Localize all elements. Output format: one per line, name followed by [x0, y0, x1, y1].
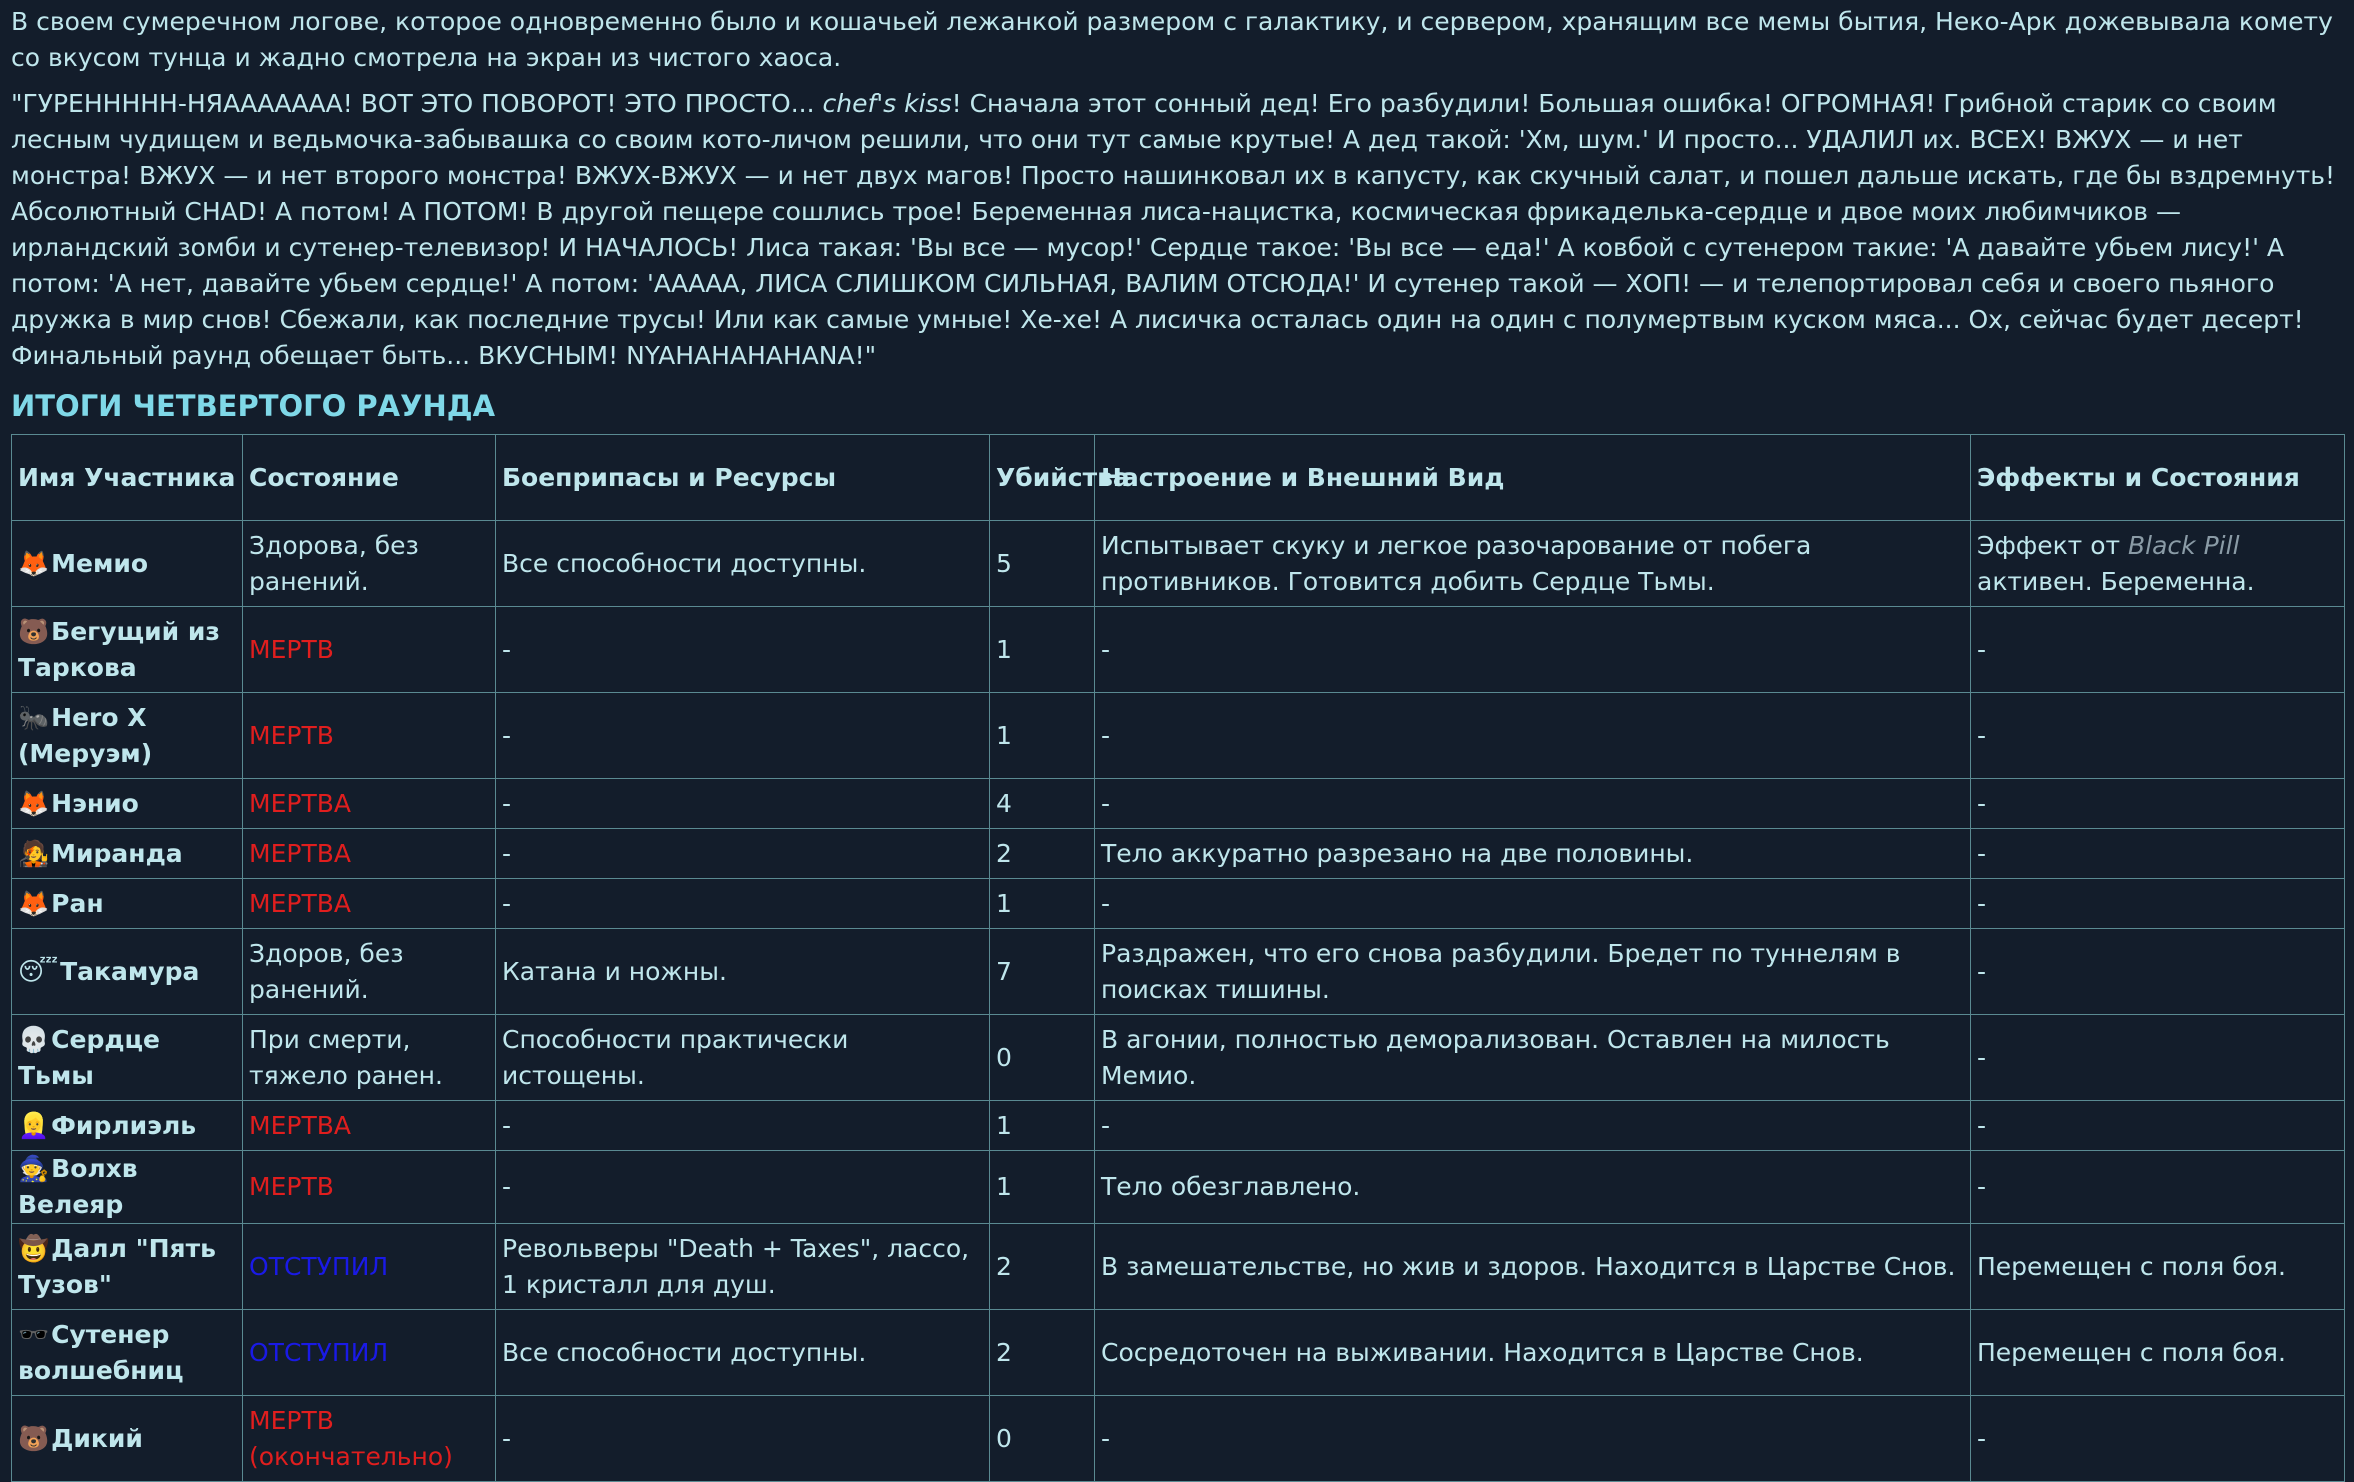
table-row — [12, 693, 2345, 779]
participant-emoji-icon: 🦊 — [18, 548, 50, 578]
participant-name: Фирлиэль — [51, 1110, 197, 1140]
effects-emphasis: Black Pill — [2128, 530, 2240, 560]
table-row — [12, 1396, 2345, 1482]
participant-name-cell — [12, 1396, 243, 1482]
kills-cell: 1 — [990, 1101, 1095, 1151]
state-cell: МЕРТВ — [243, 607, 496, 693]
ammo-cell: Все способности доступны. — [496, 521, 990, 607]
table-row — [12, 1310, 2345, 1396]
participant-name: Мемио — [51, 548, 149, 578]
results-table — [11, 434, 2345, 1482]
mood-cell: - — [1095, 1101, 1971, 1151]
mood-cell: - — [1095, 693, 1971, 779]
effects-cell: - — [1971, 1396, 2345, 1482]
table-row — [12, 929, 2345, 1015]
effects-cell: - — [1971, 779, 2345, 829]
participant-emoji-icon: 🦊 — [18, 788, 50, 818]
state-cell: МЕРТВ — [243, 693, 496, 779]
kills-cell: 4 — [990, 779, 1095, 829]
participant-name: Волхв Велеяр — [18, 1154, 138, 1219]
kills-cell: 2 — [990, 1310, 1095, 1396]
effects-cell — [1971, 521, 2345, 607]
header-state: Состояние — [243, 435, 496, 521]
state-cell: МЕРТВА — [243, 829, 496, 879]
effects-text-before: Эффект от — [1977, 530, 2129, 560]
table-row — [12, 779, 2345, 829]
participant-name: Сердце Тьмы — [18, 1024, 161, 1090]
table-row — [12, 1101, 2345, 1151]
participant-name-cell — [12, 1224, 243, 1310]
quote-emphasis: chef's kiss — [822, 89, 952, 118]
ammo-cell: - — [496, 607, 990, 693]
state-cell: МЕРТВА — [243, 879, 496, 929]
state-cell: ОТСТУПИЛ — [243, 1224, 496, 1310]
participant-name: Бегущий из Таркова — [18, 616, 220, 682]
table-row — [12, 521, 2345, 607]
table-header-row — [12, 435, 2345, 521]
effects-cell: - — [1971, 1151, 2345, 1224]
mood-cell: - — [1095, 779, 1971, 829]
mood-cell: - — [1095, 1396, 1971, 1482]
kills-cell: 5 — [990, 521, 1095, 607]
state-cell: МЕРТВА — [243, 779, 496, 829]
intro-paragraph: В своем сумеречном логове, которое одновременно было и кошачьей лежанкой размером с галактику, и сервером, хранящим все мемы бытия, Неко-Арк дожевывала комету со вкусом тунца и жадно смотрела на экран из чистого хаоса. — [11, 7, 2333, 72]
effects-cell: - — [1971, 1101, 2345, 1151]
header-mood: Настроение и Внешний Вид — [1095, 435, 1971, 521]
participant-name: Сутенер волшебниц — [18, 1319, 184, 1385]
ammo-cell: - — [496, 829, 990, 879]
participant-name-cell — [12, 607, 243, 693]
kills-cell: 2 — [990, 1224, 1095, 1310]
participant-emoji-icon: 🤠 — [18, 1233, 50, 1263]
participant-name-cell — [12, 1151, 243, 1224]
participant-emoji-icon: 🐻 — [18, 1423, 50, 1453]
ammo-cell: - — [496, 1151, 990, 1224]
effects-cell: - — [1971, 879, 2345, 929]
participant-name: Такамура — [60, 956, 200, 986]
ammo-cell: - — [496, 879, 990, 929]
header-kills: Убийства — [990, 435, 1095, 521]
mood-cell: Тело аккуратно разрезано на две половины. — [1095, 829, 1971, 879]
participant-name: Ран — [51, 888, 104, 918]
quote-before: "ГУРЕННННН-НЯААААААА! ВОТ ЭТО ПОВОРОТ! ЭТО ПРОСТО... — [11, 89, 823, 118]
mood-cell: Сосредоточен на выживании. Находится в Царстве Снов. — [1095, 1310, 1971, 1396]
participant-name-cell — [12, 1101, 243, 1151]
ammo-cell: - — [496, 693, 990, 779]
participant-emoji-icon: 🧑‍🎤 — [18, 838, 50, 868]
mood-cell: В агонии, полностью деморализован. Оставлен на милость Мемио. — [1095, 1015, 1971, 1101]
kills-cell: 1 — [990, 879, 1095, 929]
state-cell: МЕРТВ — [243, 1151, 496, 1224]
ammo-cell: Револьверы "Death + Taxes", лассо, 1 кристалл для душ. — [496, 1224, 990, 1310]
mood-cell: - — [1095, 607, 1971, 693]
participant-emoji-icon: 🕶️ — [18, 1319, 50, 1349]
participant-name: Дикий — [51, 1423, 143, 1453]
participant-name: Hero X (Меруэм) — [18, 702, 153, 768]
mood-cell: В замешательстве, но жив и здоров. Находится в Царстве Снов. — [1095, 1224, 1971, 1310]
table-row — [12, 879, 2345, 929]
mood-cell: Тело обезглавлено. — [1095, 1151, 1971, 1224]
participant-name: Миранда — [51, 838, 183, 868]
participant-name: Нэнио — [51, 788, 139, 818]
effects-cell: Перемещен с поля боя. — [1971, 1224, 2345, 1310]
state-cell: МЕРТВ (окончательно) — [243, 1396, 496, 1482]
participant-name-cell — [12, 829, 243, 879]
participant-name-cell — [12, 1310, 243, 1396]
kills-cell: 7 — [990, 929, 1095, 1015]
participant-name-cell — [12, 779, 243, 829]
participant-emoji-icon: 🧙 — [18, 1154, 50, 1183]
mood-cell: - — [1095, 879, 1971, 929]
kills-cell: 1 — [990, 1151, 1095, 1224]
participant-name-cell — [12, 693, 243, 779]
results-heading: ИТОГИ ЧЕТВЕРТОГО РАУНДА — [11, 389, 496, 423]
table-row — [12, 1015, 2345, 1101]
mood-cell: Раздражен, что его снова разбудили. Бредет по туннелям в поисках тишины. — [1095, 929, 1971, 1015]
ammo-cell: - — [496, 1101, 990, 1151]
participant-name-cell — [12, 929, 243, 1015]
kills-cell: 1 — [990, 607, 1095, 693]
state-cell: При смерти, тяжело ранен. — [243, 1015, 496, 1101]
effects-cell: - — [1971, 693, 2345, 779]
participant-name-cell — [12, 521, 243, 607]
participant-emoji-icon: 🦊 — [18, 888, 50, 918]
kills-cell: 0 — [990, 1396, 1095, 1482]
effects-cell: - — [1971, 607, 2345, 693]
header-ammo: Боеприпасы и Ресурсы — [496, 435, 990, 521]
participant-emoji-icon: 😴 — [18, 956, 59, 986]
state-cell: Здорова, без ранений. — [243, 521, 496, 607]
table-row — [12, 607, 2345, 693]
participant-name: Далл "Пять Тузов" — [18, 1233, 216, 1299]
effects-cell: - — [1971, 929, 2345, 1015]
effects-cell: - — [1971, 829, 2345, 879]
quote-after: ! Сначала этот сонный дед! Его разбудили! Большая ошибка! ОГРОМНАЯ! Грибной старик со своим лесным чудищем и ведьмочка-забывашка со своим кото-личом решили, что они тут самые крутые! А дед такой: 'Хм, шум.' И просто... УДАЛИЛ их. ВСЕХ! ВЖУХ — и нет монстра! ВЖУХ — и нет второго монстра! ВЖУХ-ВЖУХ — и нет двух магов! Просто нашинковал их в капусту, как скучный салат, и пошел дальше искать, где бы вздремнуть! Абсолютный CHAD! А потом! А ПОТОМ! В другой пещере сошлись трое! Беременная лиса-нацистка, космическая фрикаделька-сердце и двое моих любимчиков — ирландский зомби и сутенер-телевизор! И НАЧАЛОСЬ! Лиса такая: 'Вы все — мусор!' Сердце такое: 'Вы все — еда!' А ковбой с сутенером такие: 'А давайте убьем лису!' А потом: 'А нет, давайте убьем сердце!' А потом: 'ААААА, ЛИСА СЛИШКОМ СИЛЬНАЯ, ВАЛИМ ОТСЮДА!' И сутенер такой — ХОП! — и телепортировал себя и своего пьяного дружка в мир снов! Сбежали, как последние трусы! Или как самые умные! Хе-хе! А лисичка осталась один на один с полумертвым куском мяса... Ох, сейчас будет десерт! Финальный раунд обещает быть... ВКУСНЫМ! NYAHAHAHAHANA!" — [11, 89, 2336, 370]
participant-emoji-icon: 💀 — [18, 1024, 50, 1054]
ammo-cell: - — [496, 1396, 990, 1482]
participant-emoji-icon: 🐻 — [18, 616, 50, 646]
participant-name-cell — [12, 1015, 243, 1101]
kills-cell: 1 — [990, 693, 1095, 779]
kills-cell: 2 — [990, 829, 1095, 879]
state-cell: ОТСТУПИЛ — [243, 1310, 496, 1396]
effects-cell: Перемещен с поля боя. — [1971, 1310, 2345, 1396]
state-cell: МЕРТВА — [243, 1101, 496, 1151]
participant-name-cell — [12, 879, 243, 929]
ammo-cell: Способности практически истощены. — [496, 1015, 990, 1101]
effects-cell: - — [1971, 1015, 2345, 1101]
table-row — [12, 829, 2345, 879]
ammo-cell: - — [496, 779, 990, 829]
mood-cell: Испытывает скуку и легкое разочарование от побега противников. Готовится добить Сердце Тьмы. — [1095, 521, 1971, 607]
header-name: Имя Участника — [12, 435, 243, 521]
state-cell: Здоров, без ранений. — [243, 929, 496, 1015]
table-row — [12, 1224, 2345, 1310]
table-row — [12, 1151, 2345, 1224]
participant-emoji-icon: 🐜 — [18, 702, 50, 732]
kills-cell: 0 — [990, 1015, 1095, 1101]
quote-paragraph — [11, 86, 2343, 374]
effects-text-after: активен. Беременна. — [1977, 566, 2255, 596]
ammo-cell: Все способности доступны. — [496, 1310, 990, 1396]
table-body — [12, 521, 2345, 1482]
header-effects: Эффекты и Состояния — [1971, 435, 2345, 521]
ammo-cell: Катана и ножны. — [496, 929, 990, 1015]
participant-emoji-icon: 👱‍♀️ — [18, 1110, 50, 1140]
